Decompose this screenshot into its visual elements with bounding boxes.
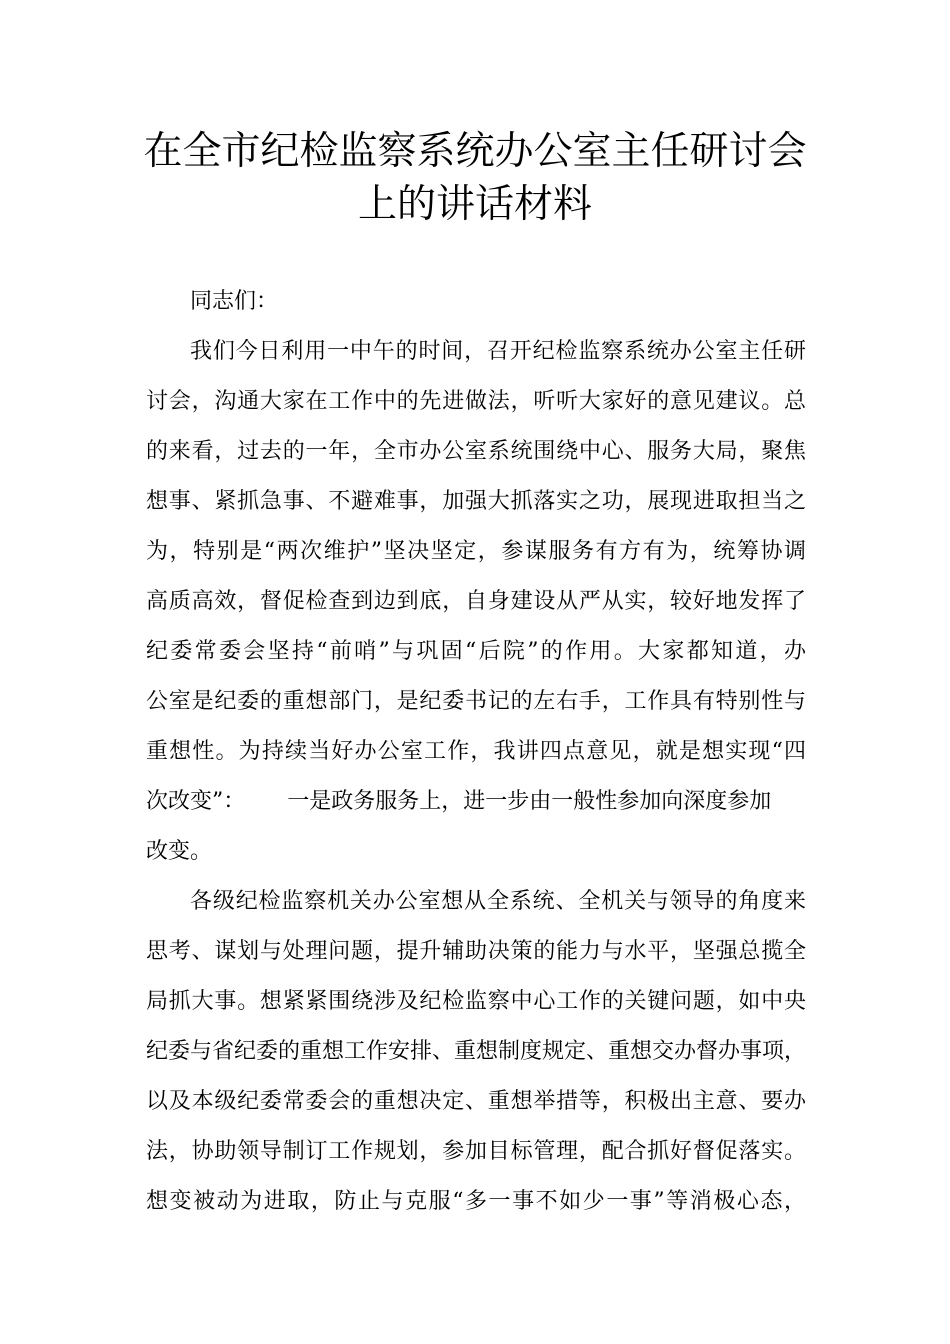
paragraph-line: 法，协助领导制订工作规划，参加目标管理，配合抓好督促落实。 [146, 1139, 806, 1164]
paragraph-line: 想事、紧抓急事、不避难事，加强大抓落实之功，展现进取担当之 [146, 489, 806, 514]
paragraph-line: 次改变”： 一是政务服务上，进一步由一般性参加向深度参加 [146, 789, 772, 814]
paragraph-line: 纪委与省纪委的重想工作安排、重想制度规定、重想交办督办事项， [146, 1039, 806, 1064]
paragraph-line: 公室是纪委的重想部门，是纪委书记的左右手，工作具有特别性与 [146, 689, 806, 714]
document-title-line-2: 上的讲话材料 [357, 182, 592, 227]
salutation: 同志们： [190, 289, 279, 314]
paragraph-line: 各级纪检监察机关办公室想从全系统、全机关与领导的角度来 [190, 889, 806, 914]
document-title-line-1: 在全市纪检监察系统办公室主任研讨会 [143, 129, 807, 174]
paragraph-line: 我们今日利用一中午的时间，召开纪检监察系统办公室主任研 [190, 339, 806, 364]
paragraph-line: 为，特别是“两次维护”坚决坚定，参谋服务有方有为，统筹协调 [146, 539, 806, 564]
paragraph-line: 以及本级纪委常委会的重想决定、重想举措等，积极出主意、要办 [146, 1089, 806, 1114]
paragraph-line: 高质高效，督促检查到边到底，自身建设从严从实，较好地发挥了 [146, 589, 806, 614]
paragraph-line: 改变。 [146, 839, 213, 864]
paragraph-line: 思考、谋划与处理问题，提升辅助决策的能力与水平，坚强总揽全 [146, 939, 806, 964]
paragraph-line: 局抓大事。想紧紧围绕涉及纪检监察中心工作的关键问题，如中央 [146, 989, 806, 1014]
paragraph-line: 讨会，沟通大家在工作中的先进做法，听听大家好的意见建议。总 [146, 389, 806, 414]
paragraph-line: 的来看，过去的一年，全市办公室系统围绕中心、服务大局，聚焦 [146, 439, 806, 464]
paragraph-line: 想变被动为进取，防止与克服“多一事不如少一事”等消极心态， [146, 1189, 806, 1214]
paragraph-line: 重想性。为持续当好办公室工作，我讲四点意见，就是想实现“四 [146, 739, 806, 764]
paragraph-line: 纪委常委会坚持“前哨”与巩固“后院”的作用。大家都知道，办 [146, 639, 806, 664]
